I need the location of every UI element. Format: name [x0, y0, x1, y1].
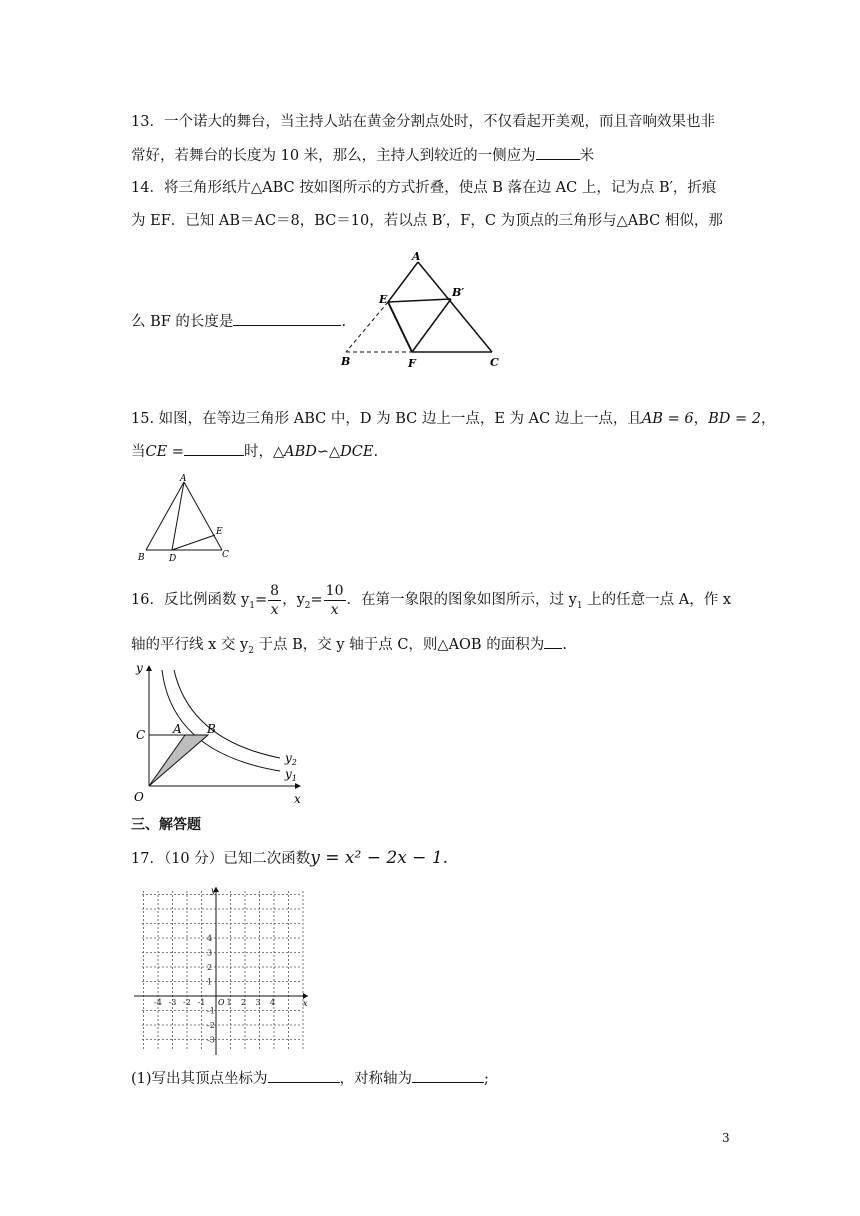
- q14-label-c: C: [490, 356, 499, 369]
- q16-label-o: O: [134, 790, 144, 804]
- q16-eq-1: =: [255, 592, 268, 608]
- q17-sub1-end: ;: [484, 1071, 489, 1087]
- q15-line2-end: .: [373, 444, 379, 460]
- q15-line1: [131, 409, 775, 429]
- q15-label-b: B: [138, 553, 145, 563]
- q15-label-c: C: [222, 550, 229, 560]
- q17-text: 17．（10 分）已知二次函数: [131, 851, 311, 867]
- q15-answer-blank: [184, 441, 244, 456]
- q16-hyperbola-figure: [128, 658, 314, 810]
- q16-eq-2: =: [310, 592, 323, 608]
- q15-label-a: A: [180, 474, 187, 484]
- q16-text-4: 上的任意一点 A，作 x: [582, 592, 732, 608]
- q14-line3-text: 么 BF 的长度是: [131, 314, 234, 330]
- q14-label-b: B: [341, 355, 351, 368]
- x-tick-label: -2: [183, 998, 191, 1007]
- y-tick-label: -3: [207, 1035, 215, 1045]
- q17-sub1: [131, 1068, 489, 1089]
- q16-frac1-den: x: [270, 601, 279, 618]
- x-tick-label: 2: [241, 998, 247, 1007]
- q15-label-e: E: [216, 527, 223, 537]
- y-tick-label: -1: [207, 1006, 215, 1016]
- q13-line1: 13．一个诺大的舞台，当主持人站在黄金分割点处时，不仅看起开美观，而且音响效果也非: [131, 114, 715, 130]
- q14-answer-blank: [233, 311, 341, 326]
- q14-triangle-figure: [338, 246, 510, 372]
- x-tick-label: -1: [197, 998, 206, 1007]
- q16-line2-sub: 2: [248, 645, 254, 656]
- q17-coordinate-grid: [128, 883, 314, 1059]
- q16-label-y1: $y_1$: [285, 767, 297, 783]
- q17-axis-blank: [412, 1068, 484, 1083]
- q16-sub-1: 1: [249, 600, 255, 611]
- x-tick-label: -4: [154, 998, 162, 1007]
- q17-label-x: x: [303, 999, 308, 1008]
- q14-line3-end: .: [341, 314, 347, 330]
- q14-label-a: A: [412, 250, 421, 263]
- q17-line1: [131, 848, 448, 869]
- q15-line2-mid: 时，: [243, 444, 273, 460]
- q16-sub-3: 1: [576, 600, 583, 611]
- q16-frac2-num: 10: [325, 582, 344, 599]
- q16-label-x: x: [294, 792, 301, 806]
- q17-formula: y = x² − 2x − 1.: [310, 848, 449, 868]
- q13-line2: [131, 145, 594, 166]
- q16-label-c: C: [136, 728, 146, 742]
- q13-line2-text: 常好，若舞台的长度为 10 米，那么，主持人到较近的一侧应为: [131, 148, 536, 164]
- q16-text-3: ．在第一象限的图象如图所示，过 y: [346, 592, 577, 608]
- q15-line1-text: 15. 如图，在等边三角形 ABC 中，D 为 BC 边上一点，E 为 AC 边上一点，且: [131, 411, 642, 427]
- q15-math-bd: BD = 2: [708, 411, 761, 427]
- q14-line1: 14．将三角形纸片△ABC 按如图所示的方式折叠，使点 B 落在边 AC 上，记为点 B′，折痕: [131, 180, 717, 196]
- q17-sub1-mid: ，对称轴为: [339, 1071, 413, 1087]
- q16-fraction-8-over-x: [268, 584, 281, 617]
- section-heading: 三、解答题: [131, 817, 201, 833]
- q14-label-f: F: [408, 357, 416, 370]
- q15-math-ce: CE =: [145, 444, 184, 460]
- x-tick-label: 4: [270, 998, 276, 1007]
- q17-label-y: y: [211, 886, 216, 895]
- x-tick-label: -3: [168, 998, 177, 1007]
- q15-line2-pre: 当: [131, 444, 146, 460]
- q16-line1: [131, 582, 731, 624]
- page-number: 3: [722, 1131, 730, 1145]
- q15-math-similar: △ABD∽△DCE: [272, 444, 374, 460]
- q14-label-bprime: B′: [452, 286, 465, 299]
- q16-line2-end: .: [562, 637, 567, 653]
- y-tick-label: 4: [207, 934, 213, 943]
- x-tick-label: 3: [255, 998, 261, 1007]
- q16-label-b: B: [207, 722, 216, 736]
- q17-label-o: O: [218, 998, 225, 1007]
- q16-frac2-den: x: [330, 601, 339, 618]
- q16-fraction-10-over-x: [324, 584, 346, 617]
- q17-sub1-pre: (1)写出其顶点坐标为: [131, 1071, 268, 1087]
- y-tick-label: 1: [207, 977, 213, 987]
- q15-triangle-figure: [134, 472, 240, 564]
- q17-vertex-blank: [268, 1068, 340, 1083]
- q16-line2-mid: 于点 B，交 y 轴于点 C，则△AOB 的面积为: [253, 637, 545, 653]
- q16-text-1: 16．反比例函数 y: [131, 592, 250, 608]
- y-tick-label: 3: [207, 948, 213, 958]
- q16-sub-2: 2: [304, 600, 311, 611]
- q15-line2: [131, 441, 378, 462]
- q14-line2: 为 EF．已知 AB＝AC＝8，BC＝10，若以点 B′，F，C 为顶点的三角形与△ABC 相似，那: [131, 213, 723, 229]
- q15-line1-end: ，: [760, 411, 776, 427]
- q15-sep: ，: [693, 411, 709, 427]
- q14-line3: [131, 311, 346, 332]
- q15-label-d: D: [169, 554, 177, 564]
- q16-text-2: ，y: [282, 592, 305, 608]
- q16-answer-blank: [544, 634, 562, 649]
- q14-label-e: E: [379, 293, 388, 306]
- y-tick-label: 2: [207, 963, 213, 972]
- q16-label-y: y: [136, 661, 143, 675]
- q16-label-a: A: [173, 722, 182, 736]
- q16-frac1-num: 8: [270, 582, 280, 599]
- x-tick-label: 1: [226, 998, 232, 1007]
- q13-line2-end: 米: [579, 148, 595, 164]
- q15-math-ab: AB = 6: [641, 411, 694, 427]
- q16-label-y2: $y_2$: [285, 751, 297, 767]
- q16-line2: [131, 634, 567, 661]
- q13-answer-blank: [536, 145, 580, 160]
- y-tick-label: -2: [207, 1021, 215, 1030]
- q16-line2-pre: 轴的平行线 x 交 y: [131, 637, 249, 653]
